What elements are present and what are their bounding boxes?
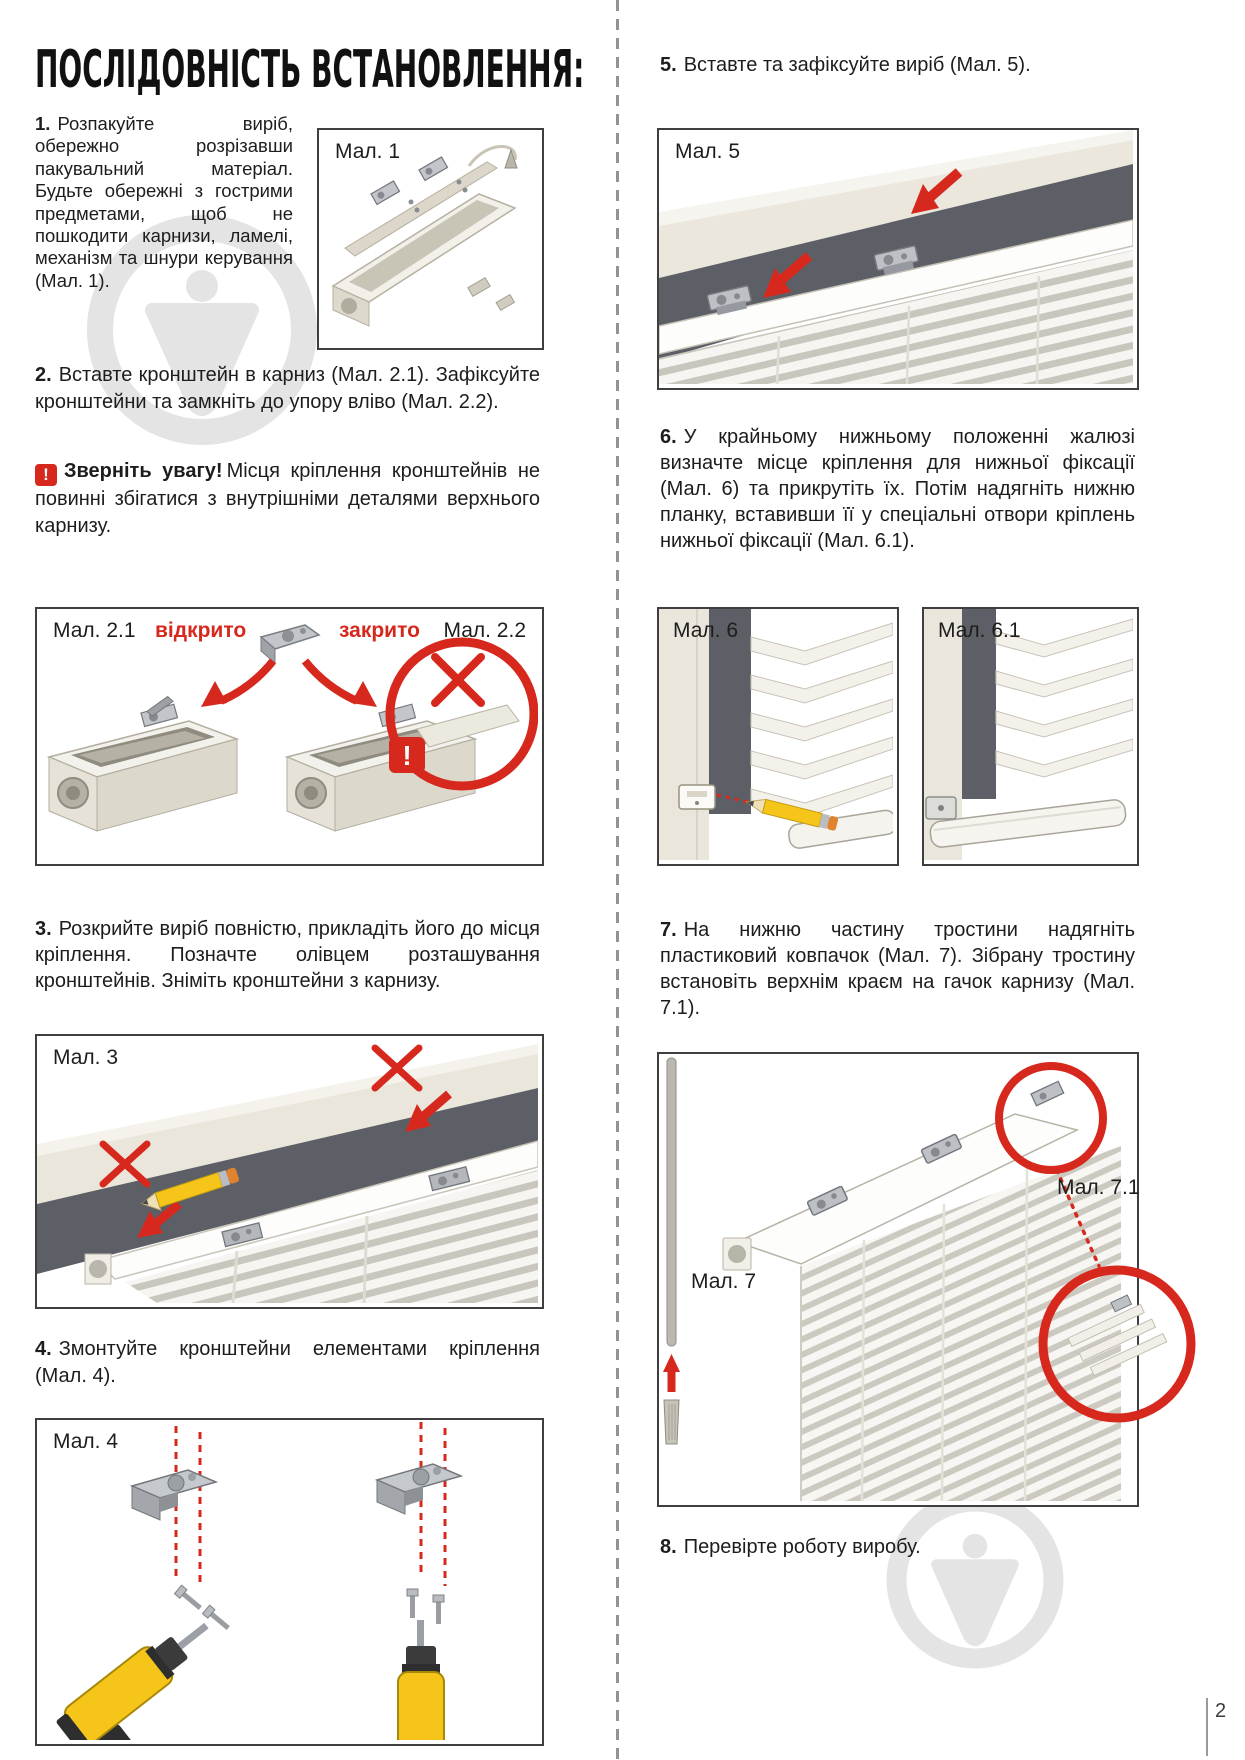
warning-label: Зверніть увагу! [64,460,223,482]
figure-3 [35,1034,544,1309]
figure-6-1-label: Мал. 6.1 [938,619,1021,642]
step-text: Змонтуйте кронштейни елементами кріплення (Мал. 4). [35,1338,540,1387]
figure-7-1-label: Мал. 7.1 [1057,1176,1140,1199]
figure-4 [35,1418,544,1746]
state-closed-label: закрито [339,619,420,642]
step-text: На нижню частину тростини надягніть пластиковий ковпачок (Мал. 7). Зібрану тростину встановіть верхнім краєм на гачок карнизу (Мал. 7.1). [660,919,1135,1019]
fixation-bracket [926,797,956,819]
figure-7 [657,1052,1139,1507]
page-number-rule [1206,1698,1208,1756]
cornice-rail-open [49,696,237,831]
bracket-icon [419,157,448,180]
figure-5 [657,128,1139,390]
bracket-icon [132,1470,216,1520]
red-up-arrow-icon [663,1354,680,1392]
step-number: 4. [35,1338,52,1360]
figure-2 [35,607,544,866]
figure-2-2-label: Мал. 2.2 [443,619,526,642]
warning-text: Місця кріплення кронштейнів не повинні збігатися з внутрішніми деталями верхнього карнизу. [35,460,541,537]
bracket-open-icon [139,696,178,727]
rail-end-hole [341,298,357,314]
step-1 [35,113,293,292]
step-6 [660,424,1135,554]
figure-1-label: Мал. 1 [335,140,401,163]
figure-4-illustration [37,1420,538,1740]
fixation-bracket [679,785,715,809]
figure-4-label: Мал. 4 [53,1430,119,1453]
step-4 [35,1336,540,1390]
step-text: У крайньому нижньому положенні жалюзі визначте місце кріплення для нижньої фіксації (Мал. 6) та прикрутіть їх. Потім надягніть нижню планку, вставивши її у спеціальні отвори кріплень нижньої фіксації (Мал. 6.1). [660,426,1135,552]
drill-icon [392,1620,450,1740]
figure-1 [317,128,544,350]
step-number: 8. [660,1536,677,1558]
figure-5-label: Мал. 5 [675,140,741,163]
blind-slats [751,623,893,817]
exclamation-badge-icon [389,737,425,773]
window-frame [659,609,709,860]
figure-3-label: Мал. 3 [53,1046,119,1069]
red-x-icon [435,657,481,703]
column-divider [616,0,619,1760]
figure-6-illustration [659,609,893,860]
hook-detail [1031,1081,1064,1105]
step-text: Розпакуйте виріб, обережно розрізавши пакувальний матеріал. Будьте обережні з гострими предметами, щоб не пошкодити карнизи, ламелі, механізм та шнури керування (Мал. 1). [35,113,293,291]
step-number: 6. [660,426,677,448]
warning-icon: ! [35,464,57,486]
figure-6 [657,607,899,866]
tilt-wand [667,1058,676,1346]
page-number: 2 [1215,1700,1227,1722]
figure-6-label: Мал. 6 [673,619,739,642]
step-7 [660,917,1135,1021]
figure-3-illustration [37,1036,538,1303]
step-text: Розкрийте виріб повністю, прикладіть його до місця кріплення. Позначте олівцем розташування кронштейнів. Зніміть кронштейни з карнизу. [35,918,540,992]
state-open-label: відкрито [155,619,247,642]
red-arrow-icon [305,661,377,707]
step-5 [660,52,1130,79]
step-number: 7. [660,919,677,941]
page-title: ПОСЛІДОВНІСТЬ ВСТАНОВЛЕННЯ: [35,40,585,100]
figure-2-1-label: Мал. 2.1 [53,619,136,642]
figure-7-label: Мал. 7 [691,1270,757,1293]
step-text: Перевірте роботу виробу. [683,1536,921,1558]
bracket-closed-icon [379,704,415,726]
figure-2-illustration [37,609,538,860]
bracket-icon [377,1464,461,1514]
step-text: Вставте та зафіксуйте виріб (Мал. 5). [683,54,1031,76]
step-8 [660,1534,1090,1561]
brand-watermark-icon [875,1480,1075,1680]
step-3 [35,916,540,994]
figure-6-1-illustration [924,609,1133,860]
plastic-cap [664,1400,679,1444]
red-arrow-icon [201,661,273,707]
drill-icon [53,1609,262,1740]
svg-text:!: ! [402,740,412,771]
step-2 [35,362,540,416]
bracket-icon [371,181,400,204]
step-number: 5. [660,54,677,76]
warning-note [35,458,540,540]
bracket-icon [261,625,319,663]
step-number: 3. [35,918,52,940]
screw-icon [174,1585,444,1632]
step-text: Вставте кронштейн в карниз (Мал. 2.1). Зафіксуйте кронштейни та замкніть до упору вліво (Мал. 2.2). [35,364,540,413]
step-number: 1. [35,113,51,134]
figure-6-1 [922,607,1139,866]
figure-5-illustration [659,130,1133,384]
step-number: 2. [35,364,52,386]
